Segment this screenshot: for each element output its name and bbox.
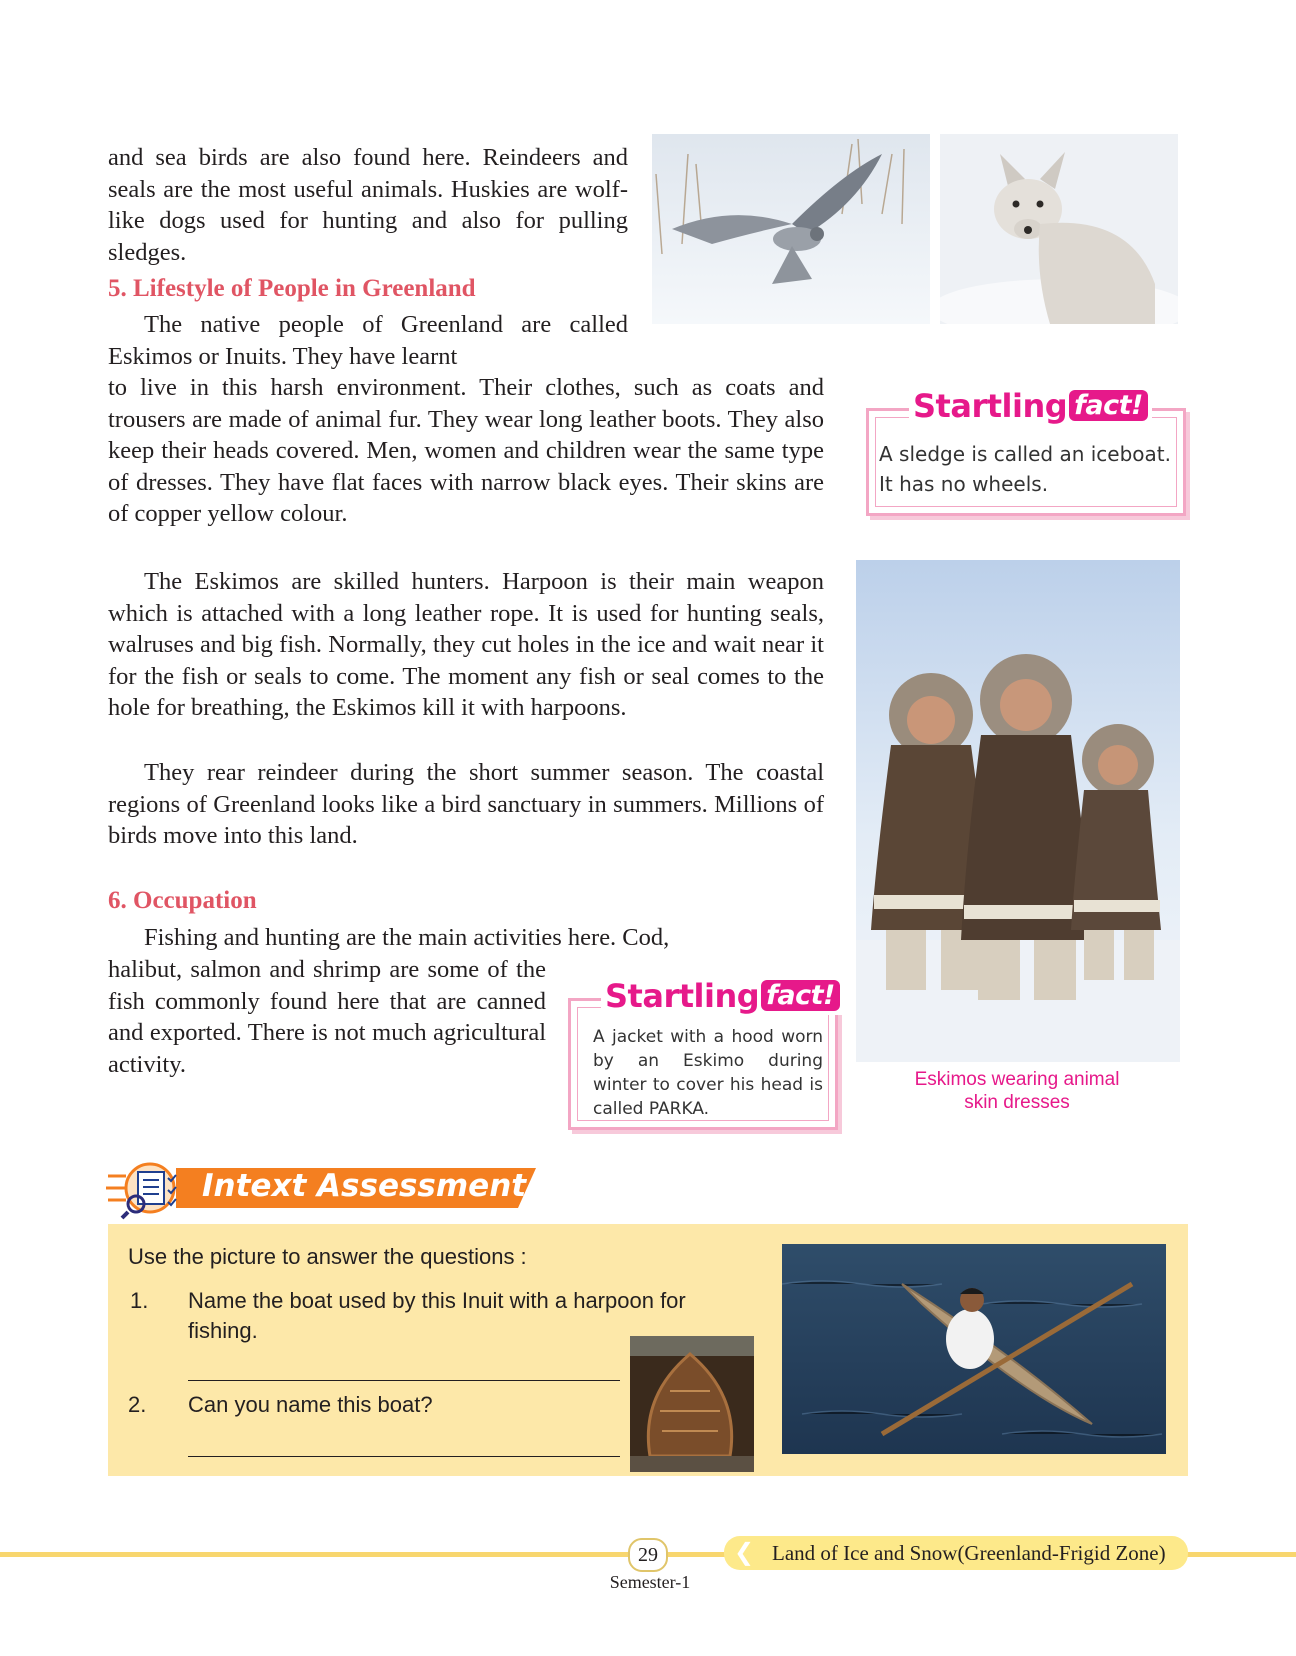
fact-text-sledge: A sledge is called an iceboat. It has no wheels. xyxy=(879,442,1171,496)
question-2-text: Can you name this boat? xyxy=(188,1392,433,1417)
paragraph-animals: and sea birds are also found here. Reindeers and seals are the most useful animals. Huskies are wolf-like dogs used for hunting and also for pulling sledges. xyxy=(108,144,628,266)
heading-lifestyle: 5. Lifestyle of People in Greenland xyxy=(108,275,476,302)
fact-tag: fact! xyxy=(1069,390,1148,421)
arctic-fox-photo xyxy=(940,134,1178,324)
paragraph-occupation-cont: halibut, salmon and shrimp are some of the fish commonly found here that are canned and exported. There is not much agricultural activity. xyxy=(108,956,546,1078)
startling-fact-box-parka xyxy=(568,977,838,1130)
fact-text-parka: A jacket with a hood worn by an Eskimo during winter to cover his head is called PARKA. xyxy=(593,1027,823,1119)
hawk-photo xyxy=(652,134,930,324)
answer-line-2[interactable] xyxy=(188,1456,620,1457)
answer-line-1[interactable] xyxy=(188,1380,620,1381)
paragraph-lifestyle-start: The native people of Greenland are called Eskimos or Inuits. They have learnt xyxy=(108,311,628,370)
question-2-number: 2. xyxy=(128,1392,147,1417)
startling-fact-box-sledge xyxy=(866,387,1186,516)
assessment-intro: Use the picture to answer the questions : xyxy=(128,1244,527,1269)
question-1-number: 1. xyxy=(130,1288,149,1313)
paragraph-reindeer: They rear reindeer during the short summer season. The coastal regions of Greenland looks like a bird sanctuary in summers. Millions of birds move into this land. xyxy=(108,759,824,849)
kayak-photo xyxy=(782,1244,1166,1454)
eskimos-photo xyxy=(856,560,1180,1062)
intext-assessment-title: Intext Assessment xyxy=(202,1168,527,1204)
fact-tag-2: fact! xyxy=(761,980,840,1011)
startling-fact-title-2: Startling fact! xyxy=(601,977,844,1015)
wooden-boat-photo xyxy=(630,1336,754,1472)
chapter-tab xyxy=(724,1536,1188,1570)
intext-assessment-banner xyxy=(106,1160,546,1222)
paragraph-hunters: The Eskimos are skilled hunters. Harpoon is their main weapon which is attached with a long leather rope. It is used for hunting seals, walruses and big fish. Normally, they cut holes in the ice and wait near it for the fish or seals to come. The moment any fish or seal comes to the hole for breathing, the Eskimos kill it with harpoons. xyxy=(108,568,824,721)
paragraph-occupation-start: Fishing and hunting are the main activities here. Cod, xyxy=(144,924,670,951)
heading-occupation: 6. Occupation xyxy=(108,887,257,914)
paragraph-lifestyle-cont: to live in this harsh environment. Their clothes, such as coats and trousers are made of animal fur. They wear long leather boots. They also keep their heads covered. Men, women and children wear the same type of dresses. They have flat faces with narrow black eyes. Their skins are of copper yellow colour. xyxy=(108,374,824,527)
page-number: 29 xyxy=(628,1538,668,1572)
eskimos-caption: Eskimos wearing animal skin dresses xyxy=(914,1069,1120,1113)
chapter-title: Land of Ice and Snow(Greenland-Frigid Zone) xyxy=(772,1541,1166,1565)
semester-label: Semester-1 xyxy=(609,1572,691,1592)
question-1-text-cont: fishing. xyxy=(188,1318,258,1343)
chevron-left-icon: ❮ xyxy=(734,1538,755,1566)
question-1-text: Name the boat used by this Inuit with a harpoon for xyxy=(188,1288,686,1313)
assessment-panel xyxy=(108,1224,1188,1476)
startling-fact-title: Startling fact! xyxy=(909,387,1152,425)
